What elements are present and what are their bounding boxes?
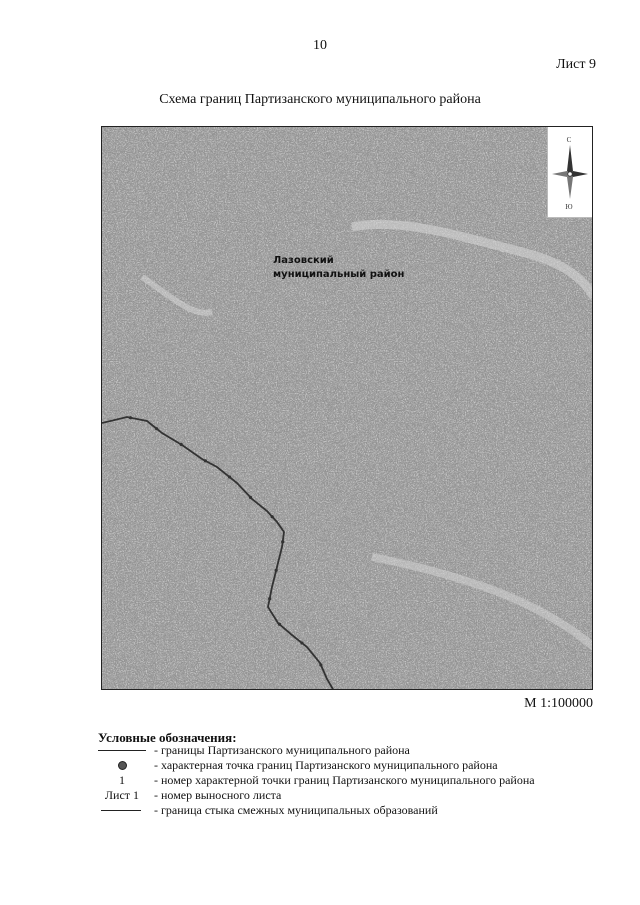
terrain-dark-texture <box>102 127 593 690</box>
legend-symbol-dot <box>98 758 146 773</box>
boundary-point <box>249 496 252 499</box>
boundary-point <box>129 416 132 419</box>
boundary-point <box>204 459 207 462</box>
legend-text: - граница стыка смежных муниципальных образований <box>154 803 438 817</box>
boundary-point <box>275 569 278 572</box>
legend-text: - номер характерной точки границ Партизанского муниципального района <box>154 773 535 787</box>
boundary-point <box>155 427 158 430</box>
legend-text: - номер выносного листа <box>154 788 282 802</box>
compass-south: Ю <box>565 203 573 211</box>
legend-item-boundary <box>98 743 618 758</box>
boundary-point <box>278 623 281 626</box>
legend-title: Условные обозначения: <box>98 730 237 745</box>
legend-symbol-sheet: Лист 1 <box>104 788 140 802</box>
legend-symbol-thick-line <box>98 743 146 758</box>
legend-item-sheet <box>98 788 618 803</box>
region-label-lazovsky: Лазовский муниципальный район <box>273 255 405 280</box>
legend-item-point-number <box>98 773 618 788</box>
legend-symbol-thin-line <box>98 803 146 818</box>
sheet-label: Лист 9 <box>556 57 596 72</box>
boundary-point <box>268 597 271 600</box>
map-title: Схема границ Партизанского муниципального района <box>159 92 481 107</box>
boundary-point <box>228 475 231 478</box>
boundary-point <box>271 515 274 518</box>
compass-north: С <box>566 136 572 144</box>
page-number: 10 <box>313 38 327 53</box>
boundary-point <box>281 540 284 543</box>
legend-text: - характерная точка границ Партизанского муниципального района <box>154 758 498 772</box>
terrain-map <box>102 127 593 690</box>
compass-rose <box>547 127 592 218</box>
compass-icon <box>548 127 592 217</box>
legend-item-point <box>98 758 618 773</box>
boundary-point <box>180 443 183 446</box>
legend-symbol-number: 1 <box>119 773 125 787</box>
boundary-point <box>319 663 322 666</box>
map-frame[interactable] <box>101 126 593 690</box>
boundary-point <box>300 641 303 644</box>
map-scale: М 1:100000 <box>524 696 593 711</box>
legend-item-junction <box>98 803 618 818</box>
legend-text: - границы Партизанского муниципального района <box>154 743 410 757</box>
